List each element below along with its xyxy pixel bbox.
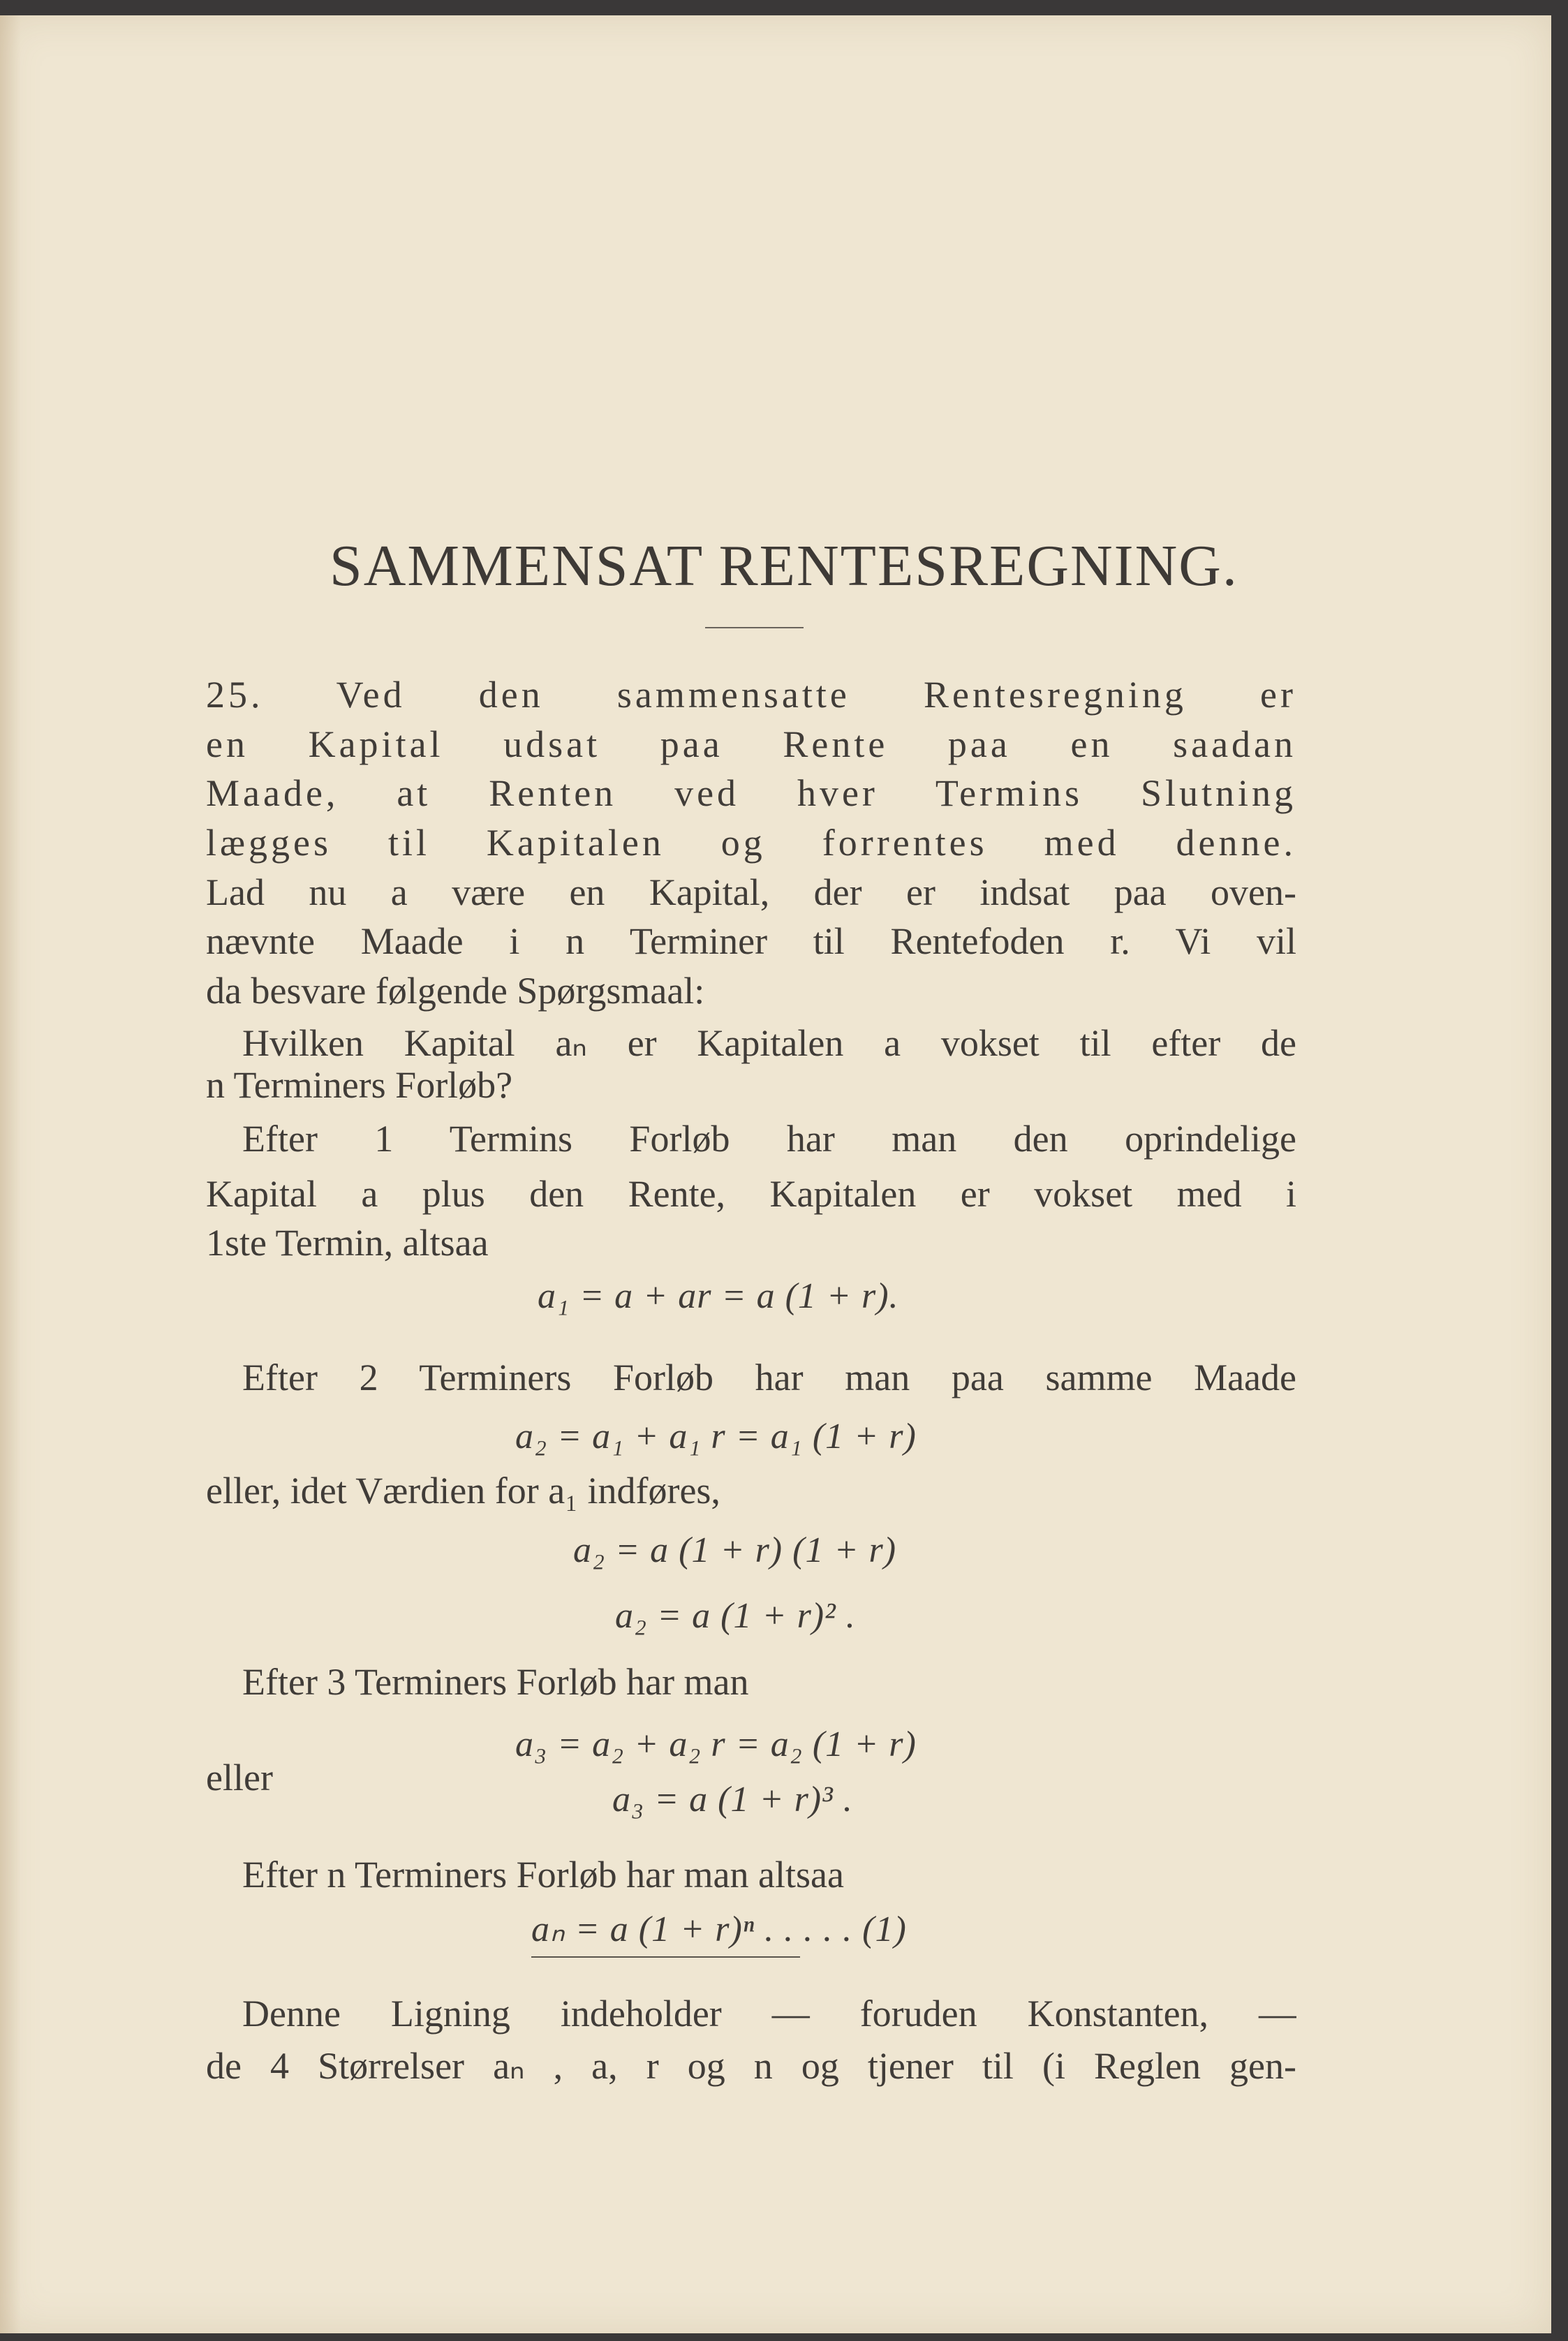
text-line: Kapital a plus den Rente, Kapitalen er vokset med i: [206, 1173, 1296, 1215]
text-line: eller: [206, 1757, 273, 1799]
text-line: Hvilken Kapital aₙ er Kapitalen a vokset til efter de: [242, 1022, 1296, 1064]
formula: a₂ = a₁ + a₁ r = a₁ (1 + r): [515, 1417, 917, 1456]
title-divider: [705, 627, 804, 628]
formula: a₂ = a (1 + r) (1 + r): [573, 1530, 897, 1570]
text-line: de 4 Størrelser aₙ , a, r og n og tjener til (i Reglen gen-: [206, 2045, 1296, 2087]
text-line: n Terminers Forløb?: [206, 1064, 513, 1106]
text-line: eller, idet Værdien for a₁ indføres,: [206, 1470, 720, 1512]
text-line: lægges til Kapitalen og forrentes med denne.: [206, 822, 1296, 864]
text-line: 1ste Termin, altsaa: [206, 1222, 489, 1264]
text-line: Efter 2 Terminers Forløb har man paa samme Maade: [242, 1357, 1296, 1398]
formula: a₂ = a (1 + r)² .: [615, 1596, 856, 1636]
text-line: Efter 3 Terminers Forløb har man: [242, 1661, 749, 1703]
text-line: Efter n Terminers Forløb har man altsaa: [242, 1854, 844, 1896]
text-line: 25. Ved den sammensatte Rentesregning er: [206, 674, 1296, 716]
text-line: nævnte Maade i n Terminer til Rentefoden r. Vi vil: [206, 920, 1296, 962]
formula: a₃ = a (1 + r)³ .: [612, 1780, 853, 1819]
formula-main: aₙ = a (1 + r)ⁿ . . . . . (1): [531, 1910, 907, 1949]
formula: a₃ = a₂ + a₂ r = a₂ (1 + r): [515, 1725, 917, 1764]
text-line: Efter 1 Termins Forløb har man den oprindelige: [242, 1118, 1296, 1160]
chapter-title: SAMMENSAT RENTESREGNING.: [330, 533, 1238, 598]
text-line: Lad nu a være en Kapital, der er indsat paa oven-: [206, 871, 1296, 913]
text-line: en Kapital udsat paa Rente paa en saadan: [206, 723, 1296, 765]
formula: a₁ = a + ar = a (1 + r).: [538, 1276, 899, 1316]
text-line: Denne Ligning indeholder — foruden Konstanten, —: [242, 1993, 1296, 2034]
text-line: Maade, at Renten ved hver Termins Slutning: [206, 772, 1296, 814]
book-page: [0, 15, 1551, 2333]
text-line: da besvare følgende Spørgsmaal:: [206, 970, 705, 1012]
formula-underline: [531, 1956, 800, 1958]
